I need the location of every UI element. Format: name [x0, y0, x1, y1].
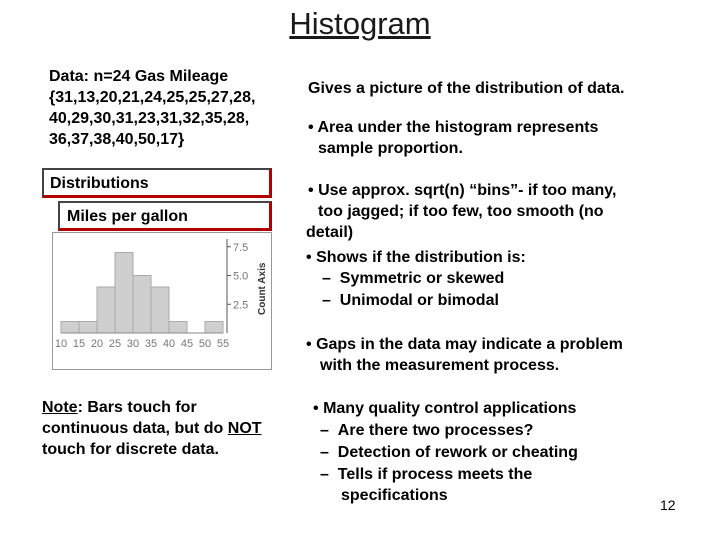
x-tick-label: 45: [180, 338, 194, 350]
bullet-area-line-2: sample proportion.: [318, 140, 463, 157]
intro-text: Gives a picture of the distribution of data.: [308, 80, 625, 97]
y-axis-label: Count Axis: [257, 262, 268, 315]
bullet-gaps-line-2: with the measurement process.: [320, 357, 560, 374]
bullet-bins-line-1: Use approx. sqrt(n) “bins”- if too many,: [318, 182, 617, 199]
bullet-dot: •: [308, 119, 314, 136]
bullet-area: [308, 117, 598, 138]
bullet-qc-text: Many quality control applications: [323, 400, 577, 417]
dash: –: [322, 270, 331, 287]
bullet-area-line-1: Area under the histogram represents: [317, 119, 599, 136]
bullet-dot: •: [308, 182, 314, 199]
variable-label: Miles per gallon: [67, 208, 188, 225]
histogram-bar: [97, 287, 115, 333]
x-tick-label: 10: [54, 338, 68, 350]
histogram-chart: [53, 233, 271, 369]
slide-title: Histogram: [289, 6, 431, 41]
histogram-bar: [61, 322, 79, 334]
sub-bullet-meets-line-2: specifications: [341, 487, 448, 504]
note-line-2: [42, 418, 262, 439]
x-tick-label: 30: [126, 338, 140, 350]
y-tick-label: 7.5: [233, 241, 249, 254]
note-label: Note: [42, 399, 78, 416]
dash: –: [320, 466, 329, 483]
bullet-bins-line-2: too jagged; if too few, too smooth (no: [318, 203, 604, 220]
dash: –: [320, 422, 329, 439]
note-line-1: [42, 397, 197, 418]
histogram-bar: [133, 276, 151, 334]
distributions-header: [42, 168, 272, 198]
x-tick-label: 35: [144, 338, 158, 350]
bullet-bins-line-3: detail): [306, 224, 354, 241]
sub-bullet-text: Unimodal or bimodal: [339, 292, 499, 309]
x-tick-label: 20: [90, 338, 104, 350]
x-tick-label: 25: [108, 338, 122, 350]
bullet-shows-line: Shows if the distribution is:: [316, 249, 526, 266]
bullet-gaps: [306, 334, 623, 355]
sub-bullet-text: Are there two processes?: [337, 422, 534, 439]
x-tick-label: 15: [72, 338, 86, 350]
data-line-4: 36,37,38,40,50,17}: [49, 131, 185, 148]
bullet-shows: [306, 247, 526, 268]
sub-bullet-symmetric: [322, 268, 504, 289]
x-tick-label: 40: [162, 338, 176, 350]
y-tick-label: 2.5: [233, 299, 249, 312]
bullet-dot: •: [313, 400, 319, 417]
histogram-bar: [79, 322, 97, 334]
sub-bullet-meets: [320, 464, 532, 485]
bullet-bins: [308, 180, 616, 201]
bullet-dot: •: [306, 249, 312, 266]
y-tick-label: 5.0: [233, 270, 249, 283]
note-text-a: : Bars touch for: [77, 399, 197, 416]
page-number: 12: [660, 497, 676, 513]
histogram-bar: [205, 322, 223, 334]
sub-bullet-rework: [320, 442, 578, 463]
dash: –: [322, 292, 331, 309]
bullet-dot: •: [306, 336, 312, 353]
histogram-bar: [115, 253, 133, 334]
bullet-gaps-line-1: Gaps in the data may indicate a problem: [316, 336, 623, 353]
x-tick-label: 55: [216, 338, 230, 350]
data-line-3: 40,29,30,31,23,31,32,35,28,: [49, 110, 250, 127]
sub-bullet-processes: [320, 420, 533, 441]
histogram-bar: [151, 287, 169, 333]
dash: –: [320, 444, 329, 461]
bullet-qc: [313, 398, 576, 419]
data-line-1: Data: n=24 Gas Mileage: [49, 68, 229, 85]
note-text-b: continuous data, but do: [42, 420, 228, 437]
note-not: NOT: [227, 420, 262, 437]
histogram-bar: [169, 322, 187, 334]
variable-header: [58, 201, 272, 231]
sub-bullet-text: Tells if process meets the: [337, 466, 533, 483]
x-tick-label: 50: [198, 338, 212, 350]
sub-bullet-text: Symmetric or skewed: [339, 270, 505, 287]
distributions-label: Distributions: [50, 175, 149, 192]
note-line-3: touch for discrete data.: [42, 441, 219, 458]
sub-bullet-unimodal: [322, 290, 499, 311]
histogram-frame: [52, 232, 272, 370]
data-line-2: {31,13,20,21,24,25,25,27,28,: [49, 89, 256, 106]
sub-bullet-text: Detection of rework or cheating: [337, 444, 578, 461]
